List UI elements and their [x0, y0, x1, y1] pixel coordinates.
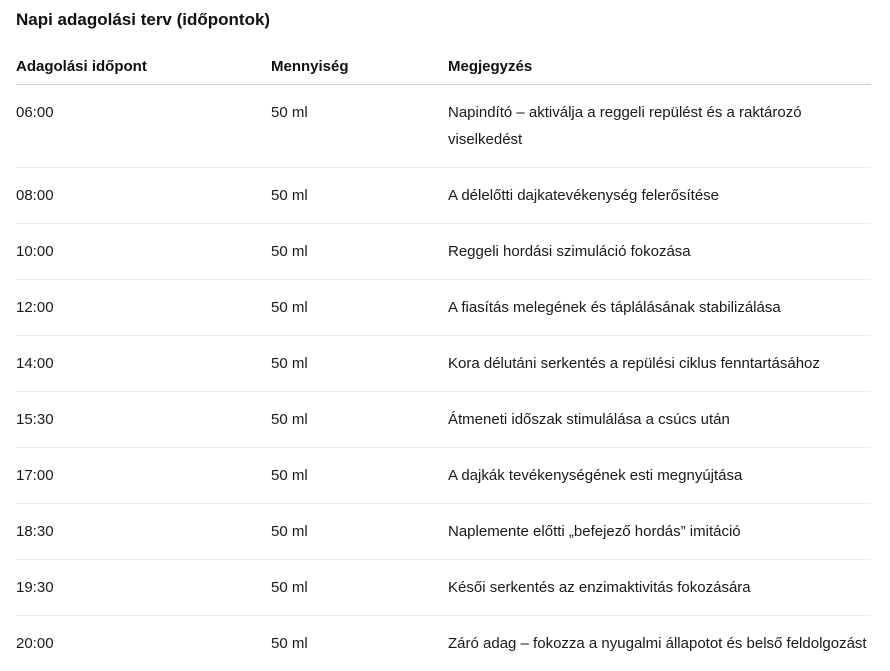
- cell-amount: 50 ml: [271, 504, 448, 560]
- table-row: [16, 392, 871, 448]
- cell-amount: 50 ml: [271, 336, 448, 392]
- table-row: [16, 280, 871, 336]
- column-header-time: Adagolási időpont: [16, 48, 271, 85]
- cell-note: Késői serkentés az enzimaktivitás fokozására: [448, 560, 871, 616]
- table-row: [16, 336, 871, 392]
- column-header-amount: Mennyiség: [271, 48, 448, 85]
- cell-time: 12:00: [16, 280, 271, 336]
- cell-note: Naplemente előtti „befejező hordás” imitáció: [448, 504, 871, 560]
- cell-time: 14:00: [16, 336, 271, 392]
- table-row: [16, 504, 871, 560]
- cell-amount: 50 ml: [271, 85, 448, 168]
- cell-note: A délelőtti dajkatevékenység felerősítése: [448, 168, 871, 224]
- cell-amount: 50 ml: [271, 280, 448, 336]
- table-row: [16, 616, 871, 671]
- cell-time: 06:00: [16, 85, 271, 168]
- table-row: [16, 168, 871, 224]
- cell-amount: 50 ml: [271, 560, 448, 616]
- cell-time: 17:00: [16, 448, 271, 504]
- cell-time: 08:00: [16, 168, 271, 224]
- cell-amount: 50 ml: [271, 168, 448, 224]
- cell-amount: 50 ml: [271, 224, 448, 280]
- cell-amount: 50 ml: [271, 616, 448, 671]
- page-title: Napi adagolási terv (időpontok): [16, 8, 872, 32]
- cell-note: Reggeli hordási szimuláció fokozása: [448, 224, 871, 280]
- cell-note: Átmeneti időszak stimulálása a csúcs után: [448, 392, 871, 448]
- cell-amount: 50 ml: [271, 448, 448, 504]
- cell-time: 20:00: [16, 616, 271, 671]
- table-body: [16, 85, 871, 671]
- cell-note: Napindító – aktiválja a reggeli repülést és a raktározó viselkedést: [448, 85, 871, 168]
- table-row: [16, 560, 871, 616]
- cell-note: Kora délutáni serkentés a repülési ciklus fenntartásához: [448, 336, 871, 392]
- column-header-note: Megjegyzés: [448, 48, 871, 85]
- cell-amount: 50 ml: [271, 392, 448, 448]
- cell-note: A dajkák tevékenységének esti megnyújtása: [448, 448, 871, 504]
- table-header: [16, 48, 871, 85]
- table-row: [16, 448, 871, 504]
- cell-time: 18:30: [16, 504, 271, 560]
- cell-note: A fiasítás melegének és táplálásának stabilizálása: [448, 280, 871, 336]
- cell-time: 10:00: [16, 224, 271, 280]
- header-row: [16, 48, 871, 85]
- table-row: [16, 224, 871, 280]
- table-row: [16, 85, 871, 168]
- cell-time: 15:30: [16, 392, 271, 448]
- cell-time: 19:30: [16, 560, 271, 616]
- dosing-schedule-table: [16, 48, 871, 671]
- cell-note: Záró adag – fokozza a nyugalmi állapotot és belső feldolgozást: [448, 616, 871, 671]
